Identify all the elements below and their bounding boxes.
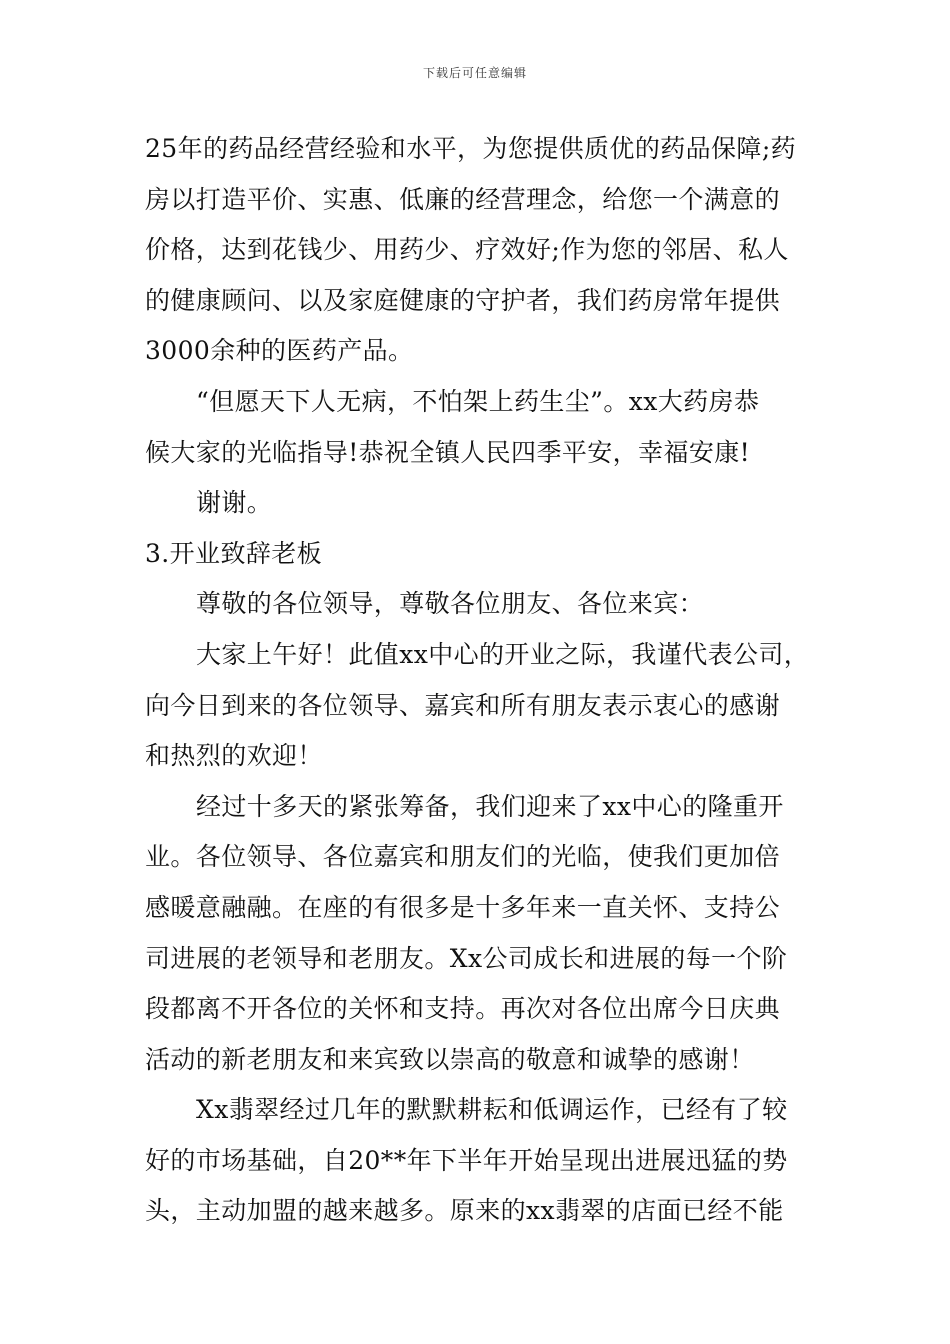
text-line: 3000余种的医药产品。: [145, 336, 414, 366]
text-line: 尊敬的各位领导，尊敬各位朋友、各位来宾：: [196, 589, 705, 619]
text-line: 业。各位领导、各位嘉宾和朋友们的光临，使我们更加倍: [145, 842, 781, 872]
text-line: 和热烈的欢迎！: [145, 741, 323, 771]
text-line: 候大家的光临指导!恭祝全镇人民四季平安，幸福安康!: [145, 437, 751, 467]
text-line: 段都离不开各位的关怀和支持。再次对各位出席今日庆典: [145, 994, 781, 1024]
text-line: 25年的药品经营经验和水平，为您提供质优的药品保障;药: [145, 134, 797, 163]
text-line: Xx翡翠经过几年的默默耕耘和低调运作，已经有了较: [196, 1095, 788, 1125]
text-line: 司进展的老领导和老朋友。Xx公司成长和进展的每一个阶: [145, 943, 788, 973]
text-line: 的健康顾问、以及家庭健康的守护者，我们药房常年提供: [145, 285, 781, 315]
text-line: 房以打造平价、实惠、低廉的经营理念，给您一个满意的: [145, 184, 781, 214]
text-line: 头，主动加盟的越来越多。原来的xx翡翠的店面已经不能: [145, 1196, 784, 1226]
text-line: “但愿天下人无病，不怕架上药生尘”。xx大药房恭: [196, 386, 760, 416]
page-header: 下载后可任意编辑: [422, 66, 527, 80]
text-line: 感暖意融融。在座的有很多是十多年来一直关怀、支持公: [145, 892, 781, 922]
document-body: [145, 124, 810, 1237]
text-line: 经过十多天的紧张筹备，我们迎来了xx中心的隆重开: [196, 791, 784, 821]
text-line: 谢谢。: [196, 488, 273, 518]
text-line: 活动的新老朋友和来宾致以崇高的敬意和诚挚的感谢！: [145, 1044, 755, 1074]
text-line: 向今日到来的各位领导、嘉宾和所有朋友表示衷心的感谢: [145, 690, 781, 720]
section-heading: 3.开业致辞老板: [145, 538, 323, 568]
text-line: 好的市场基础，自20**年下半年开始呈现出进展迅猛的势: [145, 1145, 788, 1175]
text-line: 大家上午好！此值xx中心的开业之际，我谨代表公司，: [196, 639, 810, 669]
text-line: 价格，达到花钱少、用药少、疗效好;作为您的邻居、私人: [145, 235, 789, 265]
